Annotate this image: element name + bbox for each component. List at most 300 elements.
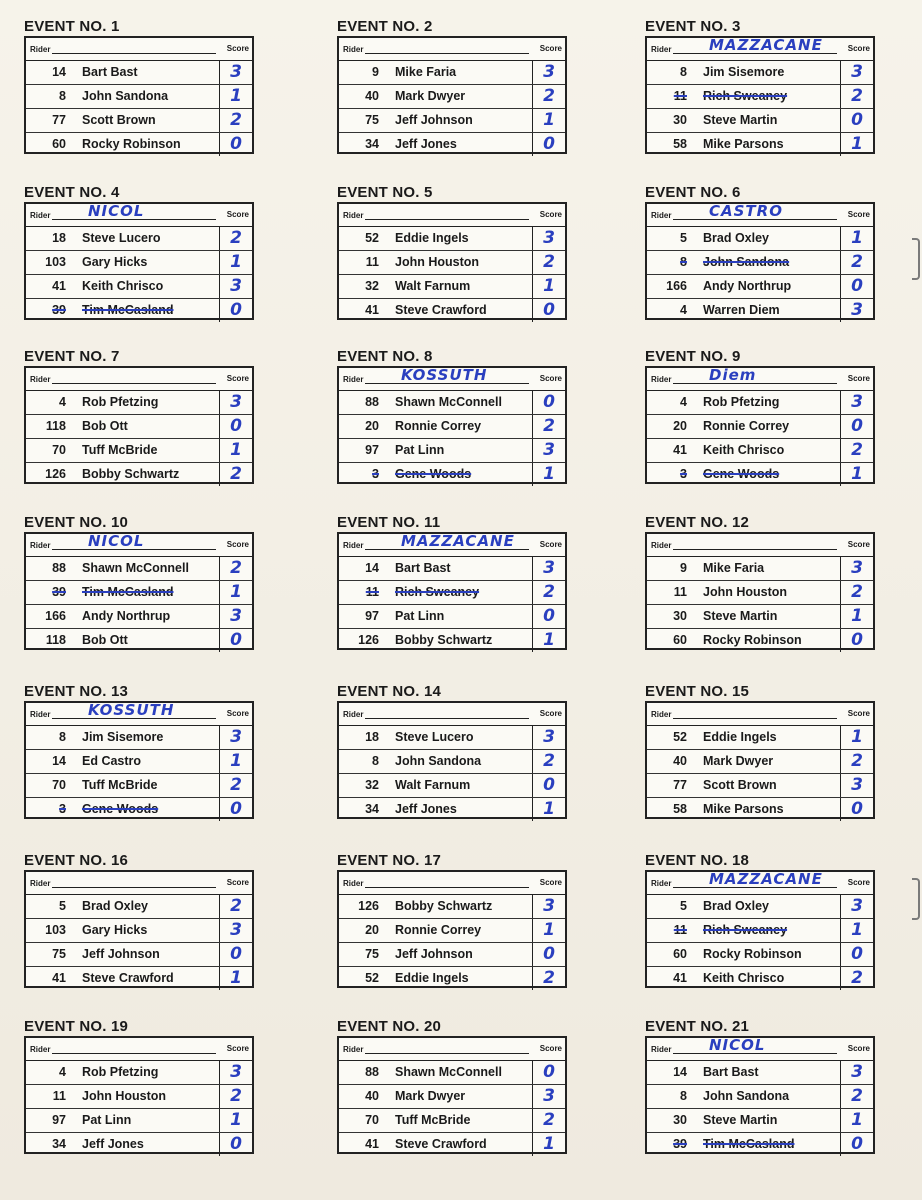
table-row bbox=[647, 967, 873, 990]
event-card bbox=[645, 184, 875, 320]
table-header bbox=[26, 703, 252, 726]
table-row bbox=[647, 251, 873, 275]
rider-score: 2 bbox=[219, 227, 252, 250]
rider-number: 11 bbox=[365, 255, 379, 269]
rider-number: 70 bbox=[52, 443, 66, 457]
rider-score-table bbox=[24, 366, 254, 484]
rider-number: 20 bbox=[365, 923, 379, 937]
score-label: Score bbox=[539, 374, 562, 383]
rider-score: 0 bbox=[219, 133, 252, 156]
rider-number: 3 bbox=[680, 467, 687, 481]
rider-number: 58 bbox=[673, 802, 687, 816]
table-row bbox=[339, 299, 565, 322]
table-header bbox=[647, 368, 873, 391]
score-label: Score bbox=[847, 878, 870, 887]
rider-score-table bbox=[337, 202, 567, 320]
rider-score-table bbox=[645, 366, 875, 484]
table-row bbox=[26, 1061, 252, 1085]
official-line bbox=[365, 887, 529, 888]
rider-number: 103 bbox=[45, 255, 66, 269]
rider-name: Steve Martin bbox=[703, 609, 778, 623]
table-row bbox=[26, 895, 252, 919]
official-line bbox=[673, 549, 837, 550]
rider-score: 0 bbox=[219, 629, 252, 652]
table-row bbox=[26, 750, 252, 774]
rider-number: 9 bbox=[680, 561, 687, 575]
rider-score-table bbox=[645, 202, 875, 320]
event-card bbox=[24, 18, 254, 154]
rider-score: 1 bbox=[840, 919, 873, 942]
rider-number: 70 bbox=[52, 778, 66, 792]
rider-score: 3 bbox=[219, 391, 252, 414]
table-row bbox=[339, 726, 565, 750]
table-header bbox=[26, 1038, 252, 1061]
official-line bbox=[52, 1053, 216, 1054]
rider-name: Ronnie Correy bbox=[395, 923, 482, 937]
score-label: Score bbox=[539, 1044, 562, 1053]
rider-score: 0 bbox=[840, 1133, 873, 1156]
rider-label: Rider bbox=[343, 45, 364, 54]
rider-score: 0 bbox=[219, 415, 252, 438]
rider-name: Ed Castro bbox=[82, 754, 142, 768]
rider-number: 118 bbox=[45, 419, 66, 433]
official-name-handwritten: Diem bbox=[709, 366, 757, 384]
rider-score-table bbox=[645, 870, 875, 988]
rider-score-table bbox=[337, 366, 567, 484]
table-row bbox=[339, 1133, 565, 1156]
rider-number: 88 bbox=[365, 395, 379, 409]
table-row bbox=[339, 750, 565, 774]
rider-score: 3 bbox=[219, 1061, 252, 1084]
rider-name: Walt Farnum bbox=[395, 778, 471, 792]
rider-number: 20 bbox=[365, 419, 379, 433]
rider-number: 11 bbox=[52, 1089, 66, 1103]
rider-label: Rider bbox=[343, 1045, 364, 1054]
rider-number: 41 bbox=[52, 971, 66, 985]
rider-number: 11 bbox=[673, 89, 687, 103]
table-row bbox=[26, 774, 252, 798]
rider-name: Ronnie Correy bbox=[395, 419, 482, 433]
rider-label: Rider bbox=[651, 375, 672, 384]
rider-number: 14 bbox=[365, 561, 379, 575]
rider-score: 1 bbox=[532, 629, 565, 652]
rider-score: 3 bbox=[219, 726, 252, 749]
table-row bbox=[339, 133, 565, 156]
rider-number: 14 bbox=[673, 1065, 687, 1079]
rider-number: 32 bbox=[365, 279, 379, 293]
rider-label: Rider bbox=[343, 375, 364, 384]
rider-score: 3 bbox=[840, 1061, 873, 1084]
event-title: EVENT NO. 5 bbox=[337, 184, 433, 201]
rider-number: 60 bbox=[673, 947, 687, 961]
rider-score-table bbox=[24, 532, 254, 650]
score-label: Score bbox=[539, 540, 562, 549]
rider-name: Steve Martin bbox=[703, 1113, 778, 1127]
table-row bbox=[339, 439, 565, 463]
rider-score: 3 bbox=[840, 61, 873, 84]
rider-name: Tuff McBride bbox=[82, 778, 158, 792]
table-row bbox=[647, 726, 873, 750]
rider-score-table bbox=[24, 202, 254, 320]
rider-number: 11 bbox=[673, 585, 687, 599]
rider-number: 77 bbox=[52, 113, 66, 127]
rider-score: 2 bbox=[219, 463, 252, 486]
official-name-handwritten: CASTRO bbox=[709, 202, 783, 220]
table-row bbox=[647, 581, 873, 605]
rider-score: 2 bbox=[219, 1085, 252, 1108]
rider-name: John Sandona bbox=[703, 255, 790, 269]
table-row bbox=[26, 798, 252, 821]
rider-score: 2 bbox=[840, 581, 873, 604]
rider-name: Bobby Schwartz bbox=[82, 467, 180, 481]
event-title: EVENT NO. 10 bbox=[24, 514, 129, 531]
table-row bbox=[26, 1109, 252, 1133]
event-card bbox=[645, 18, 875, 154]
table-row bbox=[339, 109, 565, 133]
rider-score: 0 bbox=[532, 1061, 565, 1084]
rider-number: 88 bbox=[52, 561, 66, 575]
rider-score: 2 bbox=[532, 967, 565, 990]
event-card bbox=[24, 348, 254, 484]
rider-number: 166 bbox=[45, 609, 66, 623]
event-card bbox=[24, 683, 254, 819]
rider-name: Mike Faria bbox=[395, 65, 457, 79]
rider-score: 1 bbox=[532, 798, 565, 821]
rider-name: Bob Ott bbox=[82, 419, 128, 433]
rider-name: Brad Oxley bbox=[703, 231, 770, 245]
table-header bbox=[339, 368, 565, 391]
table-header bbox=[339, 1038, 565, 1061]
rider-label: Rider bbox=[651, 1045, 672, 1054]
table-row bbox=[647, 439, 873, 463]
rider-number: 126 bbox=[358, 899, 379, 913]
rider-name: Mike Parsons bbox=[703, 802, 784, 816]
rider-name: Gene Woods bbox=[395, 467, 472, 481]
rider-score: 0 bbox=[219, 299, 252, 322]
event-title: EVENT NO. 11 bbox=[337, 514, 441, 531]
rider-name: Pat Linn bbox=[82, 1113, 132, 1127]
rider-score: 3 bbox=[840, 557, 873, 580]
rider-name: Steve Lucero bbox=[82, 231, 161, 245]
rider-number: 4 bbox=[680, 303, 687, 317]
event-title: EVENT NO. 7 bbox=[24, 348, 120, 365]
rider-number: 60 bbox=[52, 137, 66, 151]
event-card bbox=[337, 348, 567, 484]
rider-label: Rider bbox=[343, 211, 364, 220]
table-row bbox=[647, 895, 873, 919]
rider-score: 3 bbox=[840, 774, 873, 797]
event-card bbox=[645, 683, 875, 819]
rider-name: Pat Linn bbox=[395, 443, 445, 457]
rider-name: Steve Lucero bbox=[395, 730, 474, 744]
table-row bbox=[339, 943, 565, 967]
rider-label: Rider bbox=[30, 45, 51, 54]
rider-name: Tuff McBride bbox=[82, 443, 158, 457]
rider-name: Rob Pfetzing bbox=[703, 395, 780, 409]
rider-score: 3 bbox=[840, 895, 873, 918]
rider-number: 4 bbox=[680, 395, 687, 409]
rider-score-table bbox=[337, 701, 567, 819]
rider-name: John Sandona bbox=[703, 1089, 790, 1103]
rider-name: Pat Linn bbox=[395, 609, 445, 623]
rider-number: 8 bbox=[372, 754, 379, 768]
table-row bbox=[647, 774, 873, 798]
rider-score: 2 bbox=[840, 439, 873, 462]
rider-name: Eddie Ingels bbox=[395, 231, 469, 245]
rider-name: Bart Bast bbox=[703, 1065, 759, 1079]
rider-number: 39 bbox=[52, 303, 66, 317]
event-card bbox=[645, 1018, 875, 1154]
table-row bbox=[26, 227, 252, 251]
rider-score: 1 bbox=[840, 605, 873, 628]
table-header bbox=[339, 38, 565, 61]
table-row bbox=[339, 251, 565, 275]
rider-number: 5 bbox=[680, 899, 687, 913]
table-row bbox=[339, 629, 565, 652]
rider-score-table bbox=[645, 36, 875, 154]
rider-score: 1 bbox=[219, 251, 252, 274]
rider-number: 20 bbox=[673, 419, 687, 433]
rider-score: 3 bbox=[532, 895, 565, 918]
rider-label: Rider bbox=[651, 45, 672, 54]
rider-name: John Houston bbox=[82, 1089, 167, 1103]
score-label: Score bbox=[226, 540, 249, 549]
rider-score: 0 bbox=[532, 605, 565, 628]
official-line bbox=[365, 219, 529, 220]
table-row bbox=[26, 133, 252, 156]
rider-score: 1 bbox=[532, 1133, 565, 1156]
table-row bbox=[26, 275, 252, 299]
event-title: EVENT NO. 20 bbox=[337, 1018, 442, 1035]
rider-name: Gary Hicks bbox=[82, 923, 148, 937]
rider-number: 41 bbox=[52, 279, 66, 293]
rider-score: 2 bbox=[532, 85, 565, 108]
event-card bbox=[24, 852, 254, 988]
rider-number: 8 bbox=[680, 65, 687, 79]
rider-number: 30 bbox=[673, 1113, 687, 1127]
table-row bbox=[339, 774, 565, 798]
table-row bbox=[339, 85, 565, 109]
event-card bbox=[24, 184, 254, 320]
rider-name: Steve Crawford bbox=[82, 971, 174, 985]
rider-number: 126 bbox=[358, 633, 379, 647]
table-header bbox=[647, 703, 873, 726]
rider-number: 34 bbox=[365, 137, 379, 151]
rider-name: Tim McCasland bbox=[82, 585, 174, 599]
table-row bbox=[26, 85, 252, 109]
rider-name: Steve Martin bbox=[703, 113, 778, 127]
rider-score-table bbox=[24, 870, 254, 988]
official-line bbox=[365, 718, 529, 719]
rider-name: Scott Brown bbox=[703, 778, 777, 792]
score-label: Score bbox=[847, 210, 870, 219]
rider-label: Rider bbox=[30, 211, 51, 220]
rider-name: Jeff Jones bbox=[395, 802, 457, 816]
rider-score: 0 bbox=[840, 943, 873, 966]
rider-score: 3 bbox=[219, 275, 252, 298]
table-row bbox=[647, 133, 873, 156]
event-card bbox=[645, 852, 875, 988]
table-header bbox=[647, 534, 873, 557]
rider-score: 1 bbox=[840, 463, 873, 486]
rider-score: 2 bbox=[840, 967, 873, 990]
rider-score: 2 bbox=[840, 251, 873, 274]
table-row bbox=[339, 61, 565, 85]
table-row bbox=[26, 629, 252, 652]
rider-label: Rider bbox=[30, 710, 51, 719]
table-header bbox=[647, 38, 873, 61]
event-card bbox=[645, 514, 875, 650]
official-name-handwritten: NICOL bbox=[709, 1036, 766, 1054]
rider-score: 2 bbox=[532, 750, 565, 773]
rider-name: Rocky Robinson bbox=[703, 947, 802, 961]
rider-number: 14 bbox=[52, 754, 66, 768]
rider-number: 30 bbox=[673, 113, 687, 127]
event-title: EVENT NO. 1 bbox=[24, 18, 120, 35]
official-name-handwritten: MAZZACANE bbox=[709, 36, 823, 54]
table-header bbox=[339, 703, 565, 726]
rider-score: 1 bbox=[532, 919, 565, 942]
event-title: EVENT NO. 14 bbox=[337, 683, 442, 700]
table-row bbox=[26, 415, 252, 439]
rider-name: Mark Dwyer bbox=[395, 1089, 466, 1103]
rider-score: 3 bbox=[532, 1085, 565, 1108]
rider-score: 1 bbox=[532, 109, 565, 132]
rider-score-table bbox=[645, 532, 875, 650]
table-row bbox=[647, 1133, 873, 1156]
rider-score: 2 bbox=[532, 415, 565, 438]
rider-score: 0 bbox=[532, 133, 565, 156]
rider-name: Gene Woods bbox=[82, 802, 159, 816]
official-line bbox=[673, 718, 837, 719]
table-row bbox=[647, 943, 873, 967]
event-card bbox=[337, 683, 567, 819]
event-title: EVENT NO. 8 bbox=[337, 348, 433, 365]
rider-name: John Houston bbox=[395, 255, 480, 269]
rider-number: 34 bbox=[52, 1137, 66, 1151]
event-title: EVENT NO. 21 bbox=[645, 1018, 750, 1035]
rider-score-table bbox=[645, 701, 875, 819]
rider-score: 0 bbox=[219, 798, 252, 821]
rider-label: Rider bbox=[651, 541, 672, 550]
rider-score: 0 bbox=[219, 1133, 252, 1156]
rider-number: 41 bbox=[673, 971, 687, 985]
event-card bbox=[337, 18, 567, 154]
rider-score: 2 bbox=[219, 109, 252, 132]
score-label: Score bbox=[226, 210, 249, 219]
score-label: Score bbox=[847, 540, 870, 549]
rider-score-table bbox=[337, 870, 567, 988]
table-row bbox=[647, 919, 873, 943]
event-card bbox=[337, 1018, 567, 1154]
table-row bbox=[339, 1061, 565, 1085]
rider-name: Scott Brown bbox=[82, 113, 156, 127]
table-row bbox=[339, 557, 565, 581]
score-label: Score bbox=[539, 44, 562, 53]
staple bbox=[912, 238, 920, 280]
table-header bbox=[26, 368, 252, 391]
table-row bbox=[26, 251, 252, 275]
table-row bbox=[26, 943, 252, 967]
rider-number: 40 bbox=[365, 89, 379, 103]
rider-number: 97 bbox=[52, 1113, 66, 1127]
rider-number: 97 bbox=[365, 609, 379, 623]
rider-score-table bbox=[337, 1036, 567, 1154]
rider-score: 2 bbox=[219, 557, 252, 580]
rider-number: 41 bbox=[673, 443, 687, 457]
rider-score: 1 bbox=[840, 1109, 873, 1132]
rider-name: Keith Chrisco bbox=[703, 971, 785, 985]
table-row bbox=[339, 895, 565, 919]
rider-number: 103 bbox=[45, 923, 66, 937]
rider-score: 1 bbox=[840, 726, 873, 749]
rider-name: Mark Dwyer bbox=[703, 754, 774, 768]
rider-name: Tim McCasland bbox=[82, 303, 174, 317]
rider-name: Rich Sweaney bbox=[703, 89, 788, 103]
rider-name: Ronnie Correy bbox=[703, 419, 790, 433]
rider-name: John Sandona bbox=[82, 89, 169, 103]
rider-score: 3 bbox=[532, 726, 565, 749]
table-row bbox=[26, 967, 252, 990]
rider-score: 0 bbox=[532, 391, 565, 414]
official-name-handwritten: NICOL bbox=[88, 532, 145, 550]
rider-name: Rob Pfetzing bbox=[82, 1065, 159, 1079]
table-row bbox=[339, 227, 565, 251]
rider-number: 39 bbox=[52, 585, 66, 599]
rider-name: Bart Bast bbox=[82, 65, 138, 79]
table-row bbox=[26, 726, 252, 750]
rider-label: Rider bbox=[30, 879, 51, 888]
table-row bbox=[647, 629, 873, 652]
rider-name: Steve Crawford bbox=[395, 303, 487, 317]
rider-name: Bobby Schwartz bbox=[395, 633, 493, 647]
rider-score: 1 bbox=[219, 750, 252, 773]
rider-score: 1 bbox=[219, 439, 252, 462]
rider-name: Rob Pfetzing bbox=[82, 395, 159, 409]
rider-name: Bart Bast bbox=[395, 561, 451, 575]
rider-name: Shawn McConnell bbox=[395, 1065, 502, 1079]
rider-label: Rider bbox=[343, 541, 364, 550]
rider-name: Mike Faria bbox=[703, 561, 765, 575]
table-header bbox=[26, 872, 252, 895]
rider-score: 2 bbox=[219, 774, 252, 797]
rider-name: Gary Hicks bbox=[82, 255, 148, 269]
rider-score: 0 bbox=[840, 109, 873, 132]
event-card bbox=[24, 1018, 254, 1154]
rider-score: 1 bbox=[219, 1109, 252, 1132]
rider-number: 9 bbox=[372, 65, 379, 79]
rider-number: 41 bbox=[365, 303, 379, 317]
rider-score: 2 bbox=[840, 1085, 873, 1108]
table-row bbox=[339, 919, 565, 943]
rider-name: Rocky Robinson bbox=[703, 633, 802, 647]
table-row bbox=[647, 463, 873, 486]
rider-number: 4 bbox=[59, 395, 66, 409]
rider-number: 77 bbox=[673, 778, 687, 792]
rider-label: Rider bbox=[30, 541, 51, 550]
official-line bbox=[365, 1053, 529, 1054]
rider-number: 14 bbox=[52, 65, 66, 79]
table-row bbox=[26, 557, 252, 581]
rider-score: 3 bbox=[840, 299, 873, 322]
event-title: EVENT NO. 15 bbox=[645, 683, 750, 700]
rider-score: 3 bbox=[532, 557, 565, 580]
event-title: EVENT NO. 9 bbox=[645, 348, 741, 365]
score-label: Score bbox=[539, 878, 562, 887]
table-row bbox=[647, 1061, 873, 1085]
rider-label: Rider bbox=[651, 879, 672, 888]
rider-score: 1 bbox=[840, 227, 873, 250]
